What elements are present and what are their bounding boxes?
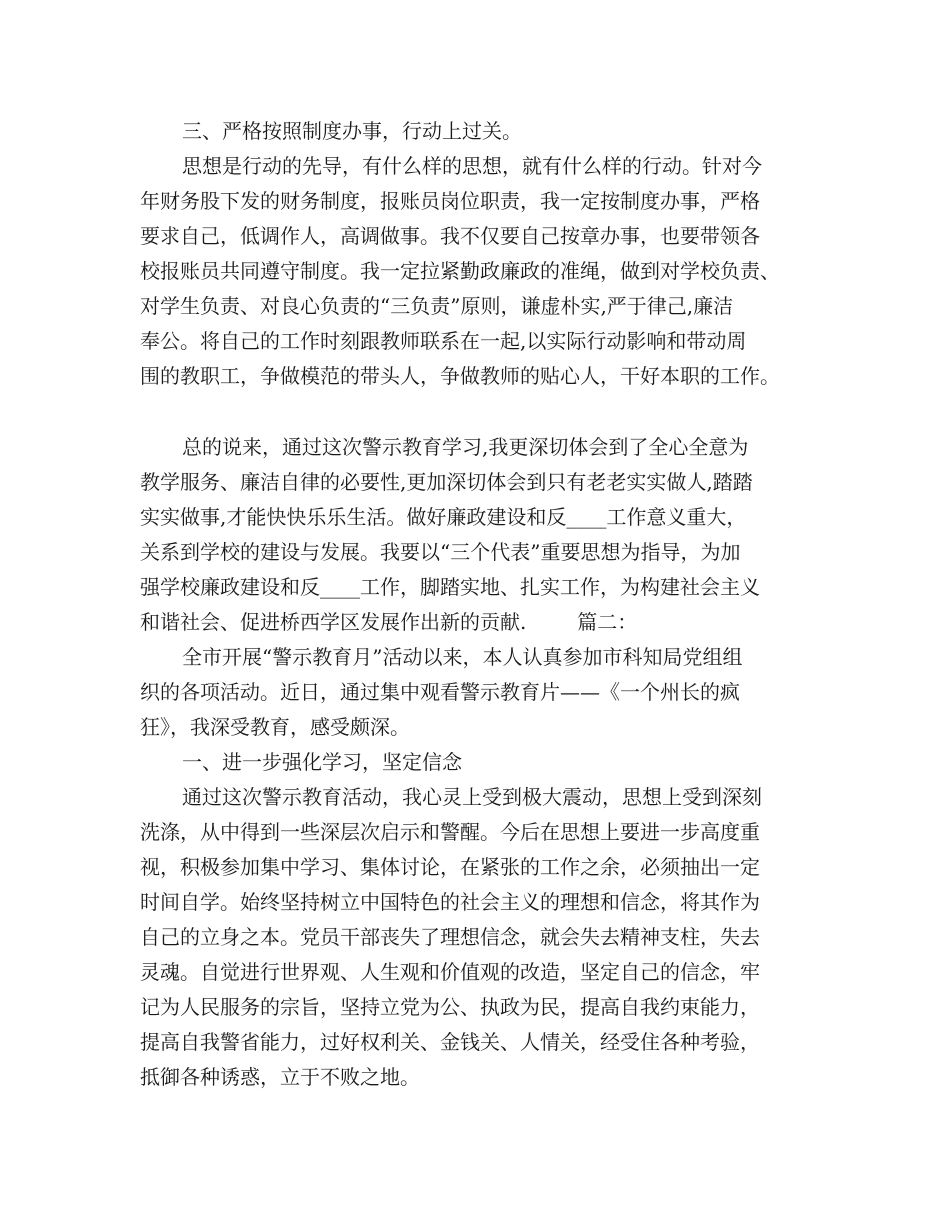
paragraph-line: 视，积极参加集中学习、集体讨论，在紧张的工作之余，必须抽出一定 [140,855,760,879]
paragraph-line: 通过这次警示教育活动，我心灵上受到极大震动，思想上受到深刻 [182,785,762,809]
paragraph-line: 时间自学。始终坚持树立中国特色的社会主义的理想和信念，将其作为 [140,890,760,914]
paragraph-line: 思想是行动的先导，有什么样的思想，就有什么样的行动。针对今 [182,154,762,178]
paragraph-line: 要求自己，低调作人，高调做事。我不仅要自己按章办事，也要带领各 [140,224,760,248]
paragraph-line: 校报账员共同遵守制度。我一定拉紧勤政廉政的准绳，做到对学校负责、 [140,259,780,283]
paragraph-line: 抵御各种诱惑，立于不败之地。 [140,1065,420,1089]
paragraph-line: 洗涤，从中得到一些深层次启示和警醒。今后在思想上要进一步高度重 [140,820,760,844]
section-heading: 三、严格按照制度办事，行动上过关。 [182,119,522,143]
paragraph-line: 织的各项活动。近日，通过集中观看警示教育片——《一个州长的疯 [140,680,740,704]
paragraph-line: 全市开展“警示教育月”活动以来，本人认真参加市科知局党组组 [182,645,743,669]
paragraph-line: 奉公。将自己的工作时刻跟教师联系在一起,以实际行动影响和带动周 [140,329,747,353]
paragraph-line: 围的教职工，争做模范的带头人，争做教师的贴心人，干好本职的工作。 [140,364,780,388]
paragraph-line: 提高自我警省能力，过好权利关、金钱关、人情关，经受住各种考验， [140,1030,760,1054]
section-heading: 一、进一步强化学习，坚定信念 [182,750,462,774]
paragraph-line: 自己的立身之本。党员干部丧失了理想信念，就会失去精神支柱，失去 [140,925,760,949]
paragraph-line: 总的说来，通过这次警示教育学习,我更深切体会到了全心全意为 [182,435,749,459]
paragraph-line: 实实做事,才能快快乐乐生活。做好廉政建设和反____工作意义重大， [140,505,747,529]
paragraph-line: 和谐社会、促进桥西学区发展作出新的贡献. 篇二： [140,610,638,634]
paragraph-line: 记为人民服务的宗旨，坚持立党为公、执政为民，提高自我约束能力， [140,995,760,1019]
paragraph-line: 关系到学校的建设与发展。我要以“三个代表”重要思想为指导，为加 [140,540,741,564]
paragraph-line: 年财务股下发的财务制度，报账员岗位职责，我一定按制度办事，严格 [140,189,760,213]
paragraph-line: 教学服务、廉洁自律的必要性,更加深切体会到只有老老实实做人,踏踏 [140,470,753,494]
paragraph-line: 狂》，我深受教育，感受颇深。 [140,715,410,739]
paragraph-line: 灵魂。自觉进行世界观、人生观和价值观的改造，坚定自己的信念，牢 [140,960,760,984]
paragraph-line: 对学生负责、对良心负责的“三负责”原则，谦虚朴实,严于律己,廉洁 [140,294,734,318]
paragraph-line: 强学校廉政建设和反____工作，脚踏实地、扎实工作，为构建社会主义 [140,575,760,599]
